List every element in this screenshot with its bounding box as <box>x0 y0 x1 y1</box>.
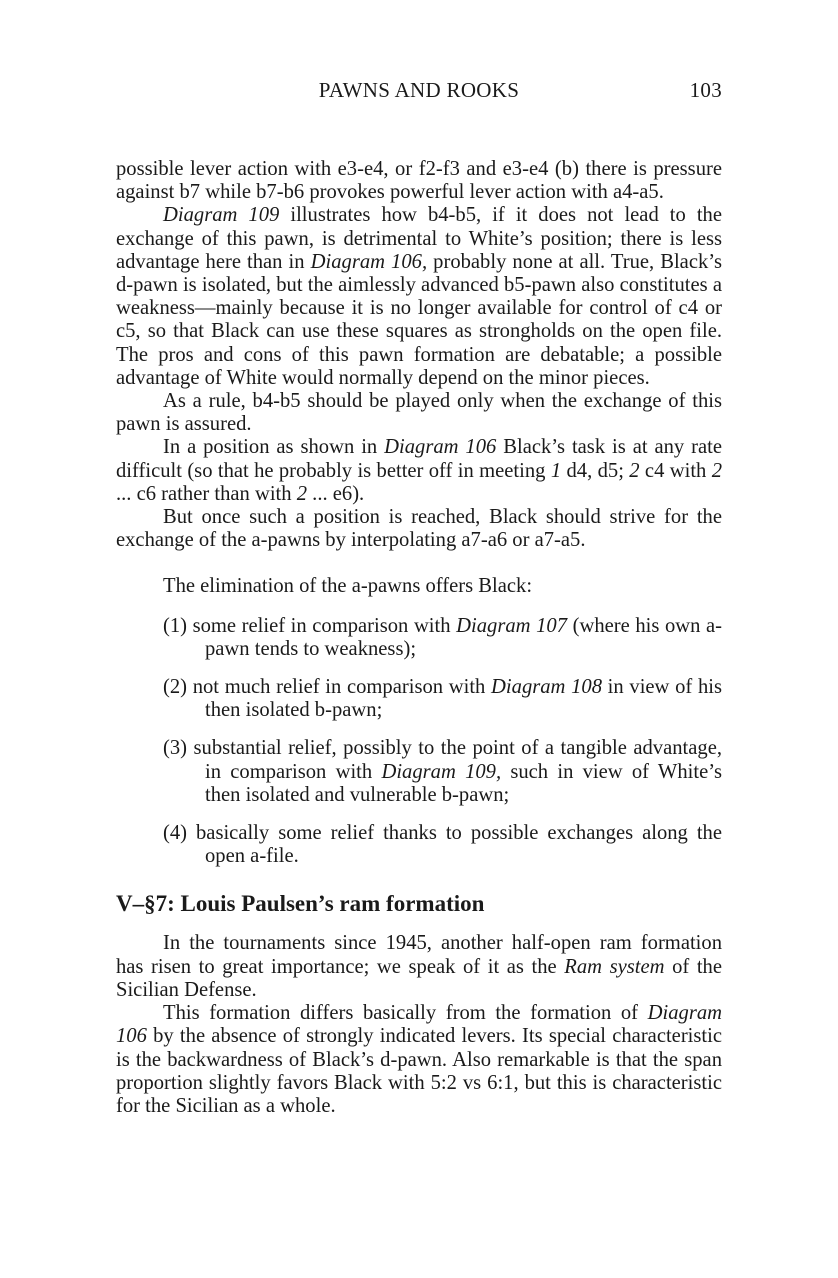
list-number: (2) <box>163 676 188 699</box>
diagram-reference: Diagram 106, <box>310 250 428 273</box>
diagram-reference: Diagram 107 <box>456 614 567 637</box>
paragraph-text: c4 with <box>639 459 712 482</box>
paragraph-rule <box>116 390 722 436</box>
list-number: (1) <box>163 614 188 637</box>
running-head <box>116 78 722 108</box>
section-heading: V–§7: Louis Paulsen’s ram formation <box>116 891 485 917</box>
paragraph-text: ... c6 rather than with <box>116 482 297 505</box>
paragraph-formation <box>116 1002 722 1118</box>
running-title: PAWNS AND ROOKS <box>318 78 520 102</box>
diagram-reference: Diagram 108 <box>491 676 602 699</box>
list-text: not much relief in comparison with <box>187 676 492 699</box>
list-item <box>163 615 722 661</box>
paragraph-text: by the absence of strongly indicated levers. Its special characteristic is the backwardness of Black’s d-pawn. Also remarkable is that the span proportion slightly favors Black with 5:2 vs 6:1, but this is characteristic for the Sicilian as a whole. <box>116 1025 722 1117</box>
paragraph-text: But once such a position is reached, Black should strive for the exchange of the a-pawns by interpolating a7-a6 or a7-a5. <box>116 506 722 552</box>
move-number: 2 <box>296 482 308 505</box>
list-text: basically some relief thanks to possible exchanges along the open a-file. <box>187 822 722 868</box>
paragraph-exchange <box>116 506 722 552</box>
paragraph-text: ... e6). <box>307 482 365 505</box>
list-item <box>163 676 722 722</box>
list-number: (4) <box>163 822 188 845</box>
page-number: 103 <box>689 78 722 102</box>
diagram-reference: Diagram 109, <box>381 760 502 783</box>
diagram-reference: Diagram 109 <box>163 204 280 227</box>
paragraph-text: of the Sicilian Defense. <box>116 955 722 1001</box>
move-number: 2 <box>629 459 640 482</box>
move-number: 1 <box>550 459 562 482</box>
list-text: in view of his then isolated b-pawn; <box>205 676 722 722</box>
paragraph-text: This formation differs basically from the formation of <box>163 1002 648 1025</box>
paragraph-diagram-109 <box>116 204 722 390</box>
list-item <box>163 737 722 807</box>
list-text: some relief in comparison with <box>187 614 457 637</box>
paragraph-text: In a position as shown in <box>163 436 385 459</box>
paragraph-text: illustrates how b4-b5, if it does not lead to the exchange of this pawn, is detrimental to White’s position; there is less advantage here than in <box>116 204 722 273</box>
list-text: such in view of White’s then isolated and vulnerable b-pawn; <box>205 760 722 806</box>
diagram-reference: Diagram 106 <box>384 436 497 459</box>
numbered-list <box>116 615 722 869</box>
list-number: (3) <box>163 737 188 760</box>
paragraph-text: d4, d5; <box>561 459 630 482</box>
paragraph-ram-system <box>116 932 722 1002</box>
list-intro <box>163 575 722 598</box>
paragraph-diagram-106 <box>116 436 722 506</box>
move-number: 2 <box>711 459 722 482</box>
paragraph-text: possible lever action with e3-e4, or f2-f3 and e3-e4 (b) there is pressure against b7 while b7-b6 provokes powerful lever action with a4-a5. <box>116 158 722 204</box>
body-text <box>116 158 722 1118</box>
paragraph-text: Black’s task is at any rate difficult (so that he probably is better off in meeting <box>116 436 722 482</box>
list-item <box>163 822 722 868</box>
paragraph-continuation <box>116 158 722 204</box>
paragraph-text: probably none at all. True, Black’s d-pawn is isolated, but the aimlessly advanced b5-pawn also constitutes a weakness—mainly because it is no longer available for control of c4 or c5, so that Black can use these squares as strongholds on the open file. The pros and cons of this pawn formation are debatable; a possible advantage of White would normally depend on the minor pieces. <box>116 250 722 389</box>
paragraph-text: As a rule, b4-b5 should be played only when the exchange of this pawn is assured. <box>116 390 722 436</box>
list-text: substantial relief, possibly to the point of a tangible advantage, in comparison with <box>187 737 722 783</box>
paragraph-text: In the tournaments since 1945, another half-open ram formation has risen to great importance; we speak of it as the <box>116 932 722 978</box>
diagram-reference: Diagram 106 <box>116 1002 722 1048</box>
list-text: (where his own a-pawn tends to weakness); <box>205 614 722 660</box>
term-emphasis: Ram system <box>564 955 665 978</box>
paragraph-text: The elimination of the a-pawns offers Black: <box>163 575 533 598</box>
